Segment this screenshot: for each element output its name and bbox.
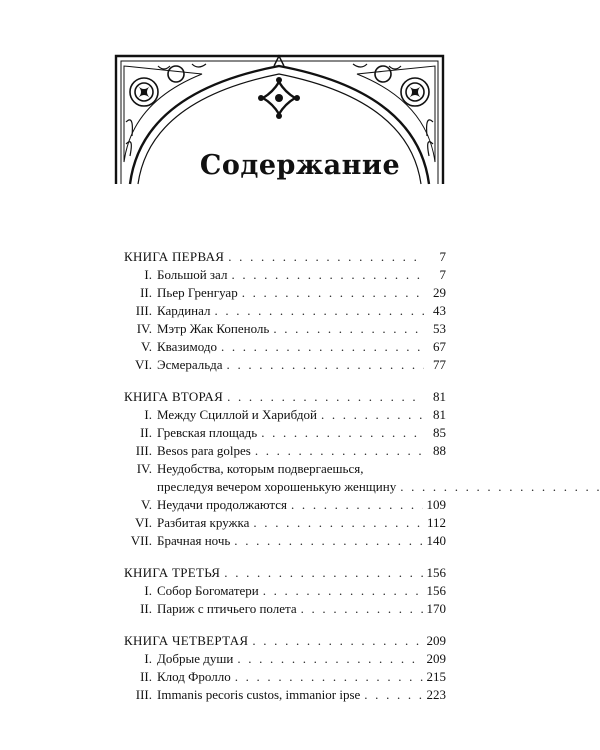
- toc-chapter-row[interactable]: [124, 284, 446, 302]
- leader-dots: [224, 564, 422, 582]
- toc-book-heading[interactable]: [124, 632, 446, 650]
- chapter-title-continued: преследуя вечером хорошенькую женщину: [157, 479, 397, 494]
- book-title: КНИГА ТРЕТЬЯ: [124, 565, 221, 580]
- chapter-number: IV.: [136, 461, 152, 476]
- chapter-number: III.: [135, 443, 152, 458]
- chapter-title: Брачная ночь: [157, 533, 231, 548]
- chapter-title: Неудобства, которым подвергаешься,: [157, 461, 364, 476]
- toc-book-heading[interactable]: [124, 248, 446, 266]
- toc-chapter-row[interactable]: [124, 338, 446, 356]
- chapter-title: Париж с птичьего полета: [157, 601, 297, 616]
- leader-dots: [364, 686, 422, 704]
- toc-chapter-row[interactable]: [124, 406, 446, 424]
- book-title: КНИГА ВТОРАЯ: [124, 389, 224, 404]
- toc-chapter-row[interactable]: [124, 356, 446, 374]
- chapter-number: V.: [141, 339, 152, 354]
- chapter-title: Между Сциллой и Харибдой: [157, 407, 317, 422]
- chapter-number: II.: [140, 425, 152, 440]
- page-number: 209: [426, 633, 446, 648]
- leader-dots: [252, 632, 422, 650]
- page-number: 170: [426, 601, 446, 616]
- toc-chapter-row[interactable]: [124, 460, 446, 496]
- leader-dots: [228, 248, 424, 266]
- leader-dots: [221, 338, 424, 356]
- toc-chapter-row[interactable]: [124, 668, 446, 686]
- chapter-number: II.: [140, 669, 152, 684]
- toc-book-4: [124, 632, 446, 704]
- page-number: 7: [439, 267, 446, 282]
- toc-chapter-row[interactable]: [124, 600, 446, 618]
- page-number: 88: [433, 443, 446, 458]
- toc-book-heading[interactable]: [124, 388, 446, 406]
- leader-dots: [227, 388, 424, 406]
- left-spandrel-tracery: [124, 64, 206, 162]
- leader-dots: [291, 496, 422, 514]
- toc-chapter-row[interactable]: [124, 582, 446, 600]
- toc-chapter-row[interactable]: [124, 266, 446, 284]
- chapter-title: Квазимодо: [157, 339, 217, 354]
- toc-chapter-row[interactable]: [124, 302, 446, 320]
- toc-chapter-row[interactable]: [124, 442, 446, 460]
- chapter-number: I.: [144, 407, 152, 422]
- page-number: 29: [433, 285, 446, 300]
- chapter-title: Собор Богоматери: [157, 583, 259, 598]
- leader-dots: [234, 532, 422, 550]
- leader-dots: [400, 478, 600, 496]
- chapter-title: Кардинал: [157, 303, 211, 318]
- page-number: 156: [426, 565, 446, 580]
- chapter-number: II.: [140, 285, 152, 300]
- chapter-title: Клод Фролло: [157, 669, 231, 684]
- chapter-title: Разбитая кружка: [157, 515, 250, 530]
- chapter-title: Гревская площадь: [157, 425, 258, 440]
- toc-book-2: [124, 388, 446, 550]
- chapter-number: VI.: [135, 515, 152, 530]
- chapter-number: III.: [135, 687, 152, 702]
- leader-dots: [235, 668, 423, 686]
- chapter-number: VI.: [135, 357, 152, 372]
- page-number: 81: [433, 407, 446, 422]
- chapter-title: Мэтр Жак Копеноль: [157, 321, 270, 336]
- toc-book-heading[interactable]: [124, 564, 446, 582]
- chapter-title: Эсмеральда: [157, 357, 223, 372]
- page-number: 112: [426, 515, 446, 530]
- page-number: 140: [426, 533, 446, 548]
- page-number: 53: [433, 321, 446, 336]
- toc-chapter-row[interactable]: [124, 424, 446, 442]
- chapter-title-wrapped: [157, 460, 600, 496]
- page-number: 209: [426, 651, 446, 666]
- page-number: 81: [433, 389, 446, 404]
- chapter-number: IV.: [136, 321, 152, 336]
- right-spandrel-tracery: [353, 64, 435, 162]
- page-number: 109: [426, 497, 446, 512]
- chapter-number: I.: [144, 267, 152, 282]
- leader-dots: [263, 582, 423, 600]
- toc-chapter-row[interactable]: [124, 532, 446, 550]
- page-number: 43: [433, 303, 446, 318]
- leader-dots: [255, 442, 424, 460]
- leader-dots: [273, 320, 424, 338]
- page-number: 7: [439, 249, 446, 264]
- chapter-number: III.: [135, 303, 152, 318]
- book-title: КНИГА ЧЕТВЕРТАЯ: [124, 633, 249, 648]
- toc-chapter-row[interactable]: [124, 514, 446, 532]
- table-of-contents: [124, 248, 446, 718]
- leader-dots: [253, 514, 423, 532]
- chapter-number: V.: [141, 497, 152, 512]
- chapter-number: II.: [140, 601, 152, 616]
- chapter-number: I.: [144, 651, 152, 666]
- chapter-title: Immanis pecoris custos, immanior ipse: [157, 687, 361, 702]
- toc-book-1: [124, 248, 446, 374]
- toc-chapter-row[interactable]: [124, 320, 446, 338]
- page-title: Содержание: [199, 150, 401, 181]
- page-number: 85: [433, 425, 446, 440]
- leader-dots: [301, 600, 423, 618]
- book-title: КНИГА ПЕРВАЯ: [124, 249, 225, 264]
- chapter-number: I.: [144, 583, 152, 598]
- leader-dots: [227, 356, 424, 374]
- chapter-title: Пьер Гренгуар: [157, 285, 238, 300]
- chapter-title: Неудачи продолжаются: [157, 497, 288, 512]
- leader-dots: [242, 284, 424, 302]
- toc-book-3: [124, 564, 446, 618]
- leader-dots: [215, 302, 425, 320]
- page-number: 77: [433, 357, 446, 372]
- central-quatrefoil: [258, 77, 300, 119]
- chapter-title: Добрые души: [157, 651, 234, 666]
- leader-dots: [261, 424, 424, 442]
- page-number: 67: [433, 339, 446, 354]
- leader-dots: [321, 406, 424, 424]
- page-number: 156: [426, 583, 446, 598]
- toc-chapter-row[interactable]: [124, 650, 446, 668]
- page-number: 215: [426, 669, 446, 684]
- chapter-number: VII.: [130, 533, 152, 548]
- toc-chapter-row[interactable]: [124, 496, 446, 514]
- leader-dots: [237, 650, 422, 668]
- page-number: 223: [426, 687, 446, 702]
- chapter-title: Besos para golpes: [157, 443, 251, 458]
- toc-chapter-row[interactable]: [124, 686, 446, 704]
- chapter-title: Большой зал: [157, 267, 228, 282]
- leader-dots: [231, 266, 424, 284]
